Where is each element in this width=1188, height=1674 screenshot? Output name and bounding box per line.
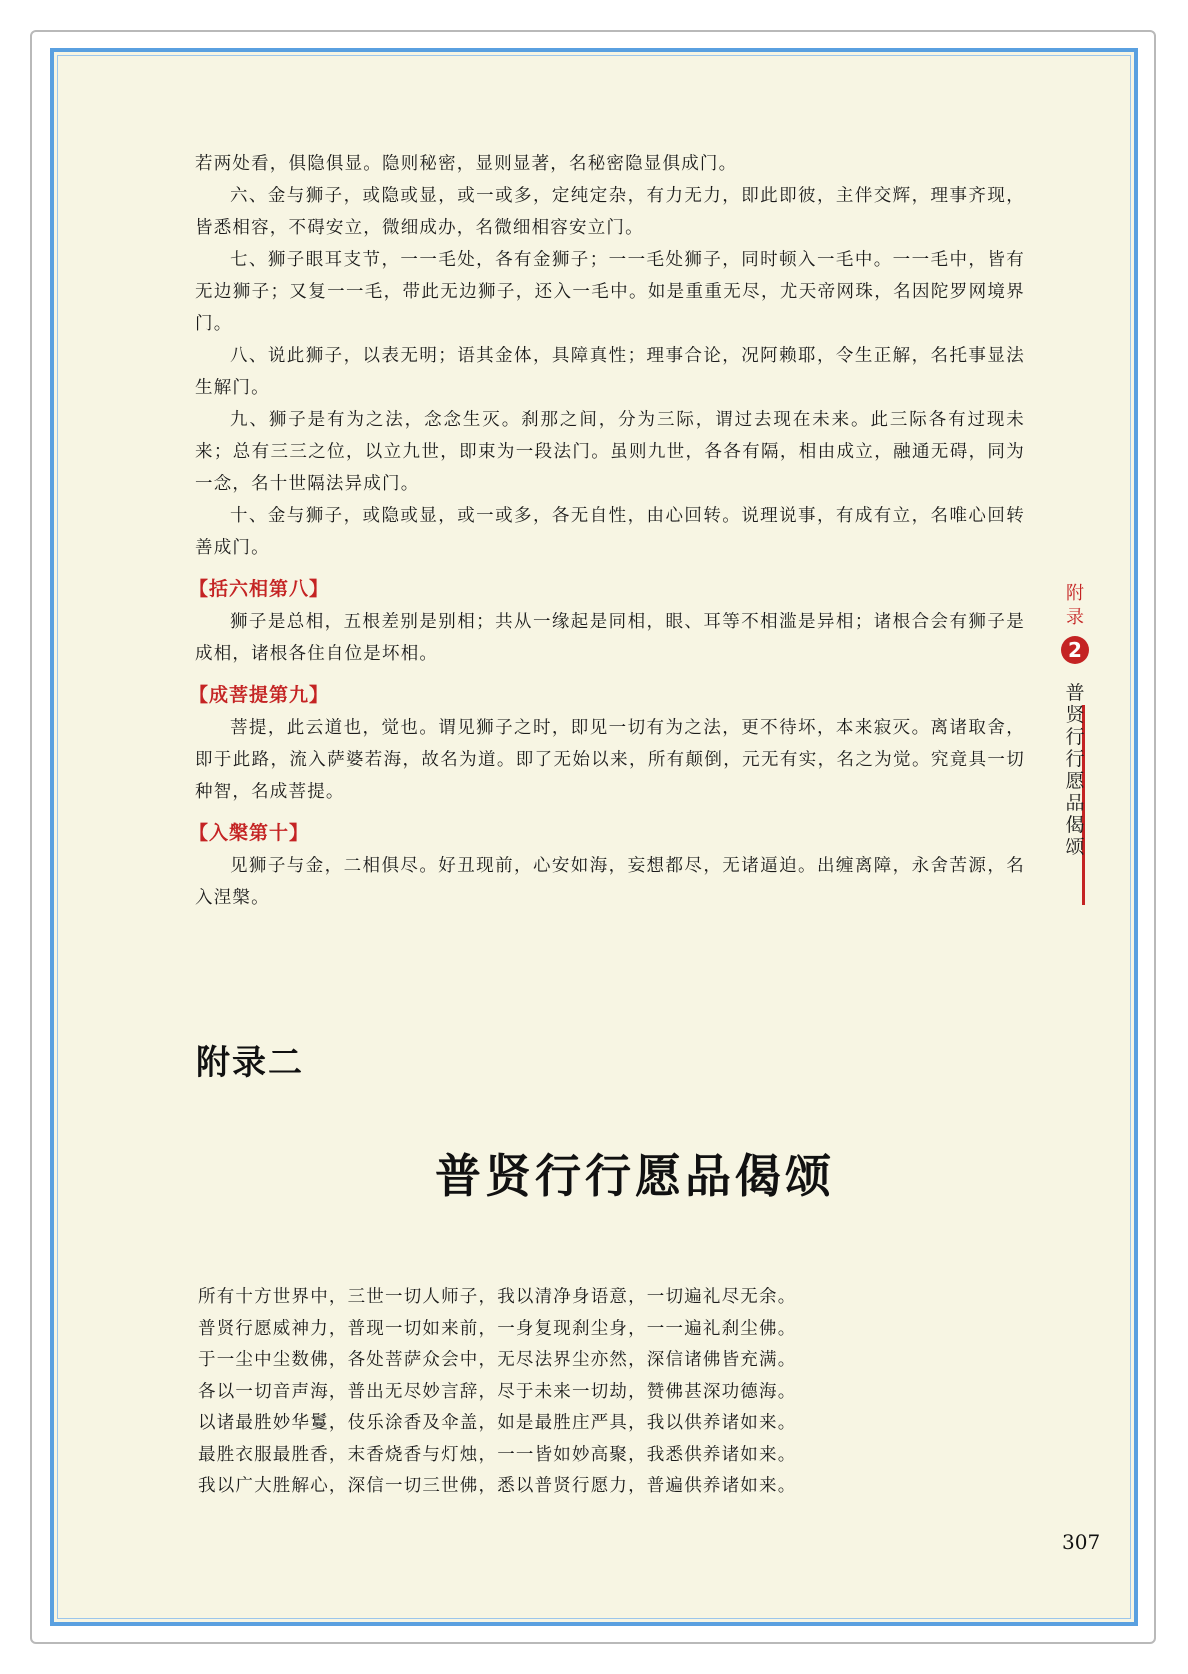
- section-heading: 【括六相第八】: [189, 578, 330, 600]
- side-title-char: 愿: [1065, 770, 1085, 792]
- page-title: 普贤行行愿品偈颂: [435, 1149, 835, 1203]
- side-title-char: 行: [1065, 748, 1085, 770]
- verse-line: 我以广大胜解心，深信一切三世佛，悉以普贤行愿力，普遍供养诸如来。: [198, 1476, 797, 1496]
- paragraph: 若两处看，俱隐俱显。隐则秘密，显则显著，名秘密隐显俱成门。: [195, 154, 738, 174]
- side-title-char: 颂: [1065, 836, 1085, 858]
- body-text: [189, 148, 1025, 914]
- paragraph: 六、金与狮子，或隐或显，或一或多，定纯定杂，有力无力，即此即彼，主伴交辉，理事齐现，皆悉相容，不碍安立，微细成办，名微细相容安立门。: [195, 186, 1025, 238]
- verse-line: 于一尘中尘数佛，各处菩萨众会中，无尽法界尘亦然，深信诸佛皆充满。: [198, 1350, 797, 1370]
- appendix-label: 附录二: [196, 1043, 304, 1083]
- section-heading: 【入槃第十】: [189, 822, 310, 844]
- paragraph: 狮子是总相，五根差别是别相；共从一缘起是同相，眼、耳等不相滥是异相；诸根合会有狮子是成相，诸根各住自位是坏相。: [195, 612, 1025, 664]
- side-tab: [1058, 582, 1092, 858]
- paragraph: 十、金与狮子，或隐或显，或一或多，各无自性，由心回转。说理说事，有成有立，名唯心回转善成门。: [195, 506, 1025, 558]
- paragraph: 七、狮子眼耳支节，一一毛处，各有金狮子；一一毛处狮子，同时顿入一毛中。一一毛中，皆有无边狮子；又复一一毛，带此无边狮子，还入一毛中。如是重重无尽，尤天帝网珠，名因陀罗网境界门。: [195, 250, 1025, 334]
- side-title-char: 行: [1065, 726, 1085, 748]
- paragraph: 八、说此狮子，以表无明；语其金体，具障真性；理事合论，况阿赖耶，令生正解，名托事显法生解门。: [195, 346, 1025, 398]
- section-heading: 【成菩提第九】: [189, 684, 330, 706]
- verse-line: 最胜衣服最胜香，末香烧香与灯烛，一一皆如妙高聚，我悉供养诸如来。: [198, 1444, 797, 1465]
- chapter-badge: 2: [1061, 636, 1089, 664]
- side-title-char: 品: [1065, 792, 1085, 814]
- side-title-char: 贤: [1065, 704, 1085, 726]
- paragraph: 菩提，此云道也，觉也。谓见狮子之时，即见一切有为之法，更不待坏，本来寂灭。离诸取舍，即于此路，流入萨婆若海，故名为道。即了无始以来，所有颠倒，元无有实，名之为觉。究竟具一切种智，名成菩提。: [195, 718, 1025, 802]
- side-label-top: 附: [1066, 583, 1084, 604]
- verse-line: 所有十方世界中，三世一切人师子，我以清净身语意，一切遍礼尽无余。: [198, 1287, 797, 1307]
- paragraph: 九、狮子是有为之法，念念生灭。刹那之间，分为三际，谓过去现在未来。此三际各有过现未来；总有三三之位，以立九世，即束为一段法门。虽则九世，各各有隔，相由成立，融通无碍，同为一念，名十世隔法异成门。: [195, 410, 1025, 494]
- verse-block: [198, 1282, 858, 1503]
- side-title-char: 偈: [1065, 814, 1085, 836]
- verse-line: 普贤行愿威神力，普现一切如来前，一身复现刹尘身，一一遍礼刹尘佛。: [198, 1318, 797, 1339]
- verse-line: 各以一切音声海，普出无尽妙言辞，尽于未来一切劫，赞佛甚深功德海。: [198, 1381, 797, 1402]
- side-title-char: 普: [1065, 682, 1085, 704]
- paragraph: 见狮子与金，二相俱尽。好丑现前，心安如海，妄想都尽，无诸逼迫。出缠离障，永舍苦源，名入涅槃。: [195, 856, 1025, 908]
- page-number: 307: [1062, 1530, 1101, 1554]
- verse-line: 以诸最胜妙华鬘，伎乐涂香及伞盖，如是最胜庄严具，我以供养诸如来。: [198, 1413, 797, 1433]
- side-label-bottom: 录: [1066, 607, 1084, 628]
